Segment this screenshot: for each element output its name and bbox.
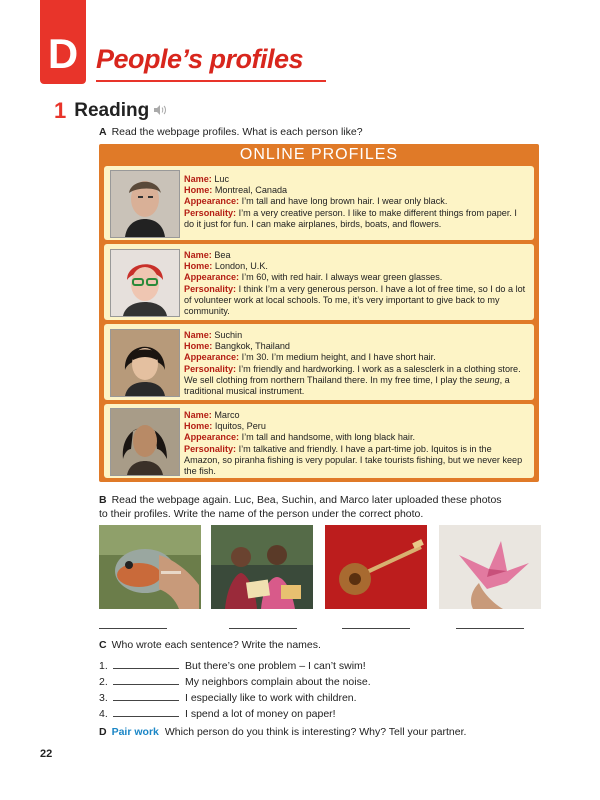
profile-personality: I think I’m a very generous person. I have a lot of free time, so I do a lot of volunteer work at local schools. To me, it’s very important to give back to my community. xyxy=(184,283,526,317)
photo-paper-crane xyxy=(439,525,541,609)
label-appearance: Appearance: xyxy=(184,352,240,363)
title-underline xyxy=(96,80,326,82)
sentence-list xyxy=(99,658,371,722)
page-number: 22 xyxy=(40,748,53,760)
answer-line[interactable] xyxy=(113,659,179,669)
label-name: Name: xyxy=(184,330,212,340)
label-personality: Personality: xyxy=(184,207,237,218)
part-b-text-2: to their profiles. Write the name of the person under the correct photo. xyxy=(99,508,424,520)
profile-appearance: I’m tall and handsome, with long black hair. xyxy=(241,432,416,443)
profile-name: Marco xyxy=(214,410,240,420)
label-personality: Personality: xyxy=(184,443,237,454)
item-number: 2. xyxy=(99,676,108,688)
label-appearance: Appearance: xyxy=(184,432,240,443)
profile-photo-bea xyxy=(110,249,180,317)
label-name: Name: xyxy=(184,410,212,420)
item-number: 3. xyxy=(99,692,108,704)
profile-name: Bea xyxy=(214,250,231,260)
answer-line[interactable] xyxy=(113,691,179,701)
item-text: But there’s one problem – I can’t swim! xyxy=(185,660,366,672)
label-appearance: Appearance: xyxy=(184,196,240,207)
label-home: Home: xyxy=(184,341,213,352)
profile-card-bea xyxy=(104,244,534,320)
answer-blank-1[interactable] xyxy=(99,628,167,629)
part-a-text: Read the webpage profiles. What is each person like? xyxy=(111,126,363,138)
part-b-letter: B xyxy=(99,494,107,506)
part-c-instruction xyxy=(99,639,321,651)
profile-appearance: I’m 30. I’m medium height, and I have short hair. xyxy=(241,352,436,363)
part-d-instruction xyxy=(99,726,466,738)
label-name: Name: xyxy=(184,250,212,260)
section-number: 1 xyxy=(54,98,67,123)
profile-home: Montreal, Canada xyxy=(214,185,288,196)
label-home: Home: xyxy=(184,261,213,272)
answer-blank-2[interactable] xyxy=(229,628,297,629)
part-a-letter: A xyxy=(99,126,107,138)
label-home: Home: xyxy=(184,421,213,432)
profile-text-luc xyxy=(184,174,528,230)
photo-piranha xyxy=(99,525,201,609)
profile-text-marco xyxy=(184,410,528,477)
photo-seung-instrument xyxy=(325,525,427,609)
part-b-instruction xyxy=(99,493,502,521)
list-item xyxy=(99,658,371,674)
list-item xyxy=(99,690,371,706)
profile-personality: I’m a very creative person. I like to make different things from paper. I do it just for fun. I can make airplanes, birds, boats, and flowers. xyxy=(184,207,517,229)
reading-heading xyxy=(54,98,167,124)
profile-personality-italic: seung xyxy=(474,374,500,385)
answer-blank-4[interactable] xyxy=(456,628,524,629)
list-item xyxy=(99,706,371,722)
label-name: Name: xyxy=(184,174,212,184)
profile-home: London, U.K. xyxy=(214,261,268,272)
label-home: Home: xyxy=(184,185,213,196)
profile-photo-marco xyxy=(110,408,180,476)
part-b-text-1: Read the webpage again. Luc, Bea, Suchin, and Marco later uploaded these photos xyxy=(111,494,502,506)
part-d-text: Which person do you think is interesting? Why? Tell your partner. xyxy=(164,726,467,738)
section-title: Reading xyxy=(74,100,150,121)
item-number: 4. xyxy=(99,708,108,720)
profile-text-suchin xyxy=(184,330,528,397)
part-c-text: Who wrote each sentence? Write the names. xyxy=(111,639,321,651)
audio-icon[interactable] xyxy=(153,104,167,119)
item-text: My neighbors complain about the noise. xyxy=(185,676,371,688)
label-personality: Personality: xyxy=(184,283,237,294)
online-profiles-panel xyxy=(99,144,539,482)
label-personality: Personality: xyxy=(184,363,237,374)
profile-text-bea xyxy=(184,250,528,317)
section-letter-box xyxy=(40,0,86,84)
profile-home: Iquitos, Peru xyxy=(214,421,266,432)
pair-work-label: Pair work xyxy=(111,726,159,738)
answer-line[interactable] xyxy=(113,707,179,717)
item-text: I especially like to work with children. xyxy=(185,692,357,704)
item-text: I spend a lot of money on paper! xyxy=(185,708,336,720)
profile-card-marco xyxy=(104,404,534,478)
profile-photo-luc xyxy=(110,170,180,238)
profile-home: Bangkok, Thailand xyxy=(214,341,290,352)
list-item xyxy=(99,674,371,690)
answer-blank-3[interactable] xyxy=(342,628,410,629)
item-number: 1. xyxy=(99,660,108,672)
profiles-heading: ONLINE PROFILES xyxy=(239,146,399,163)
part-c-letter: C xyxy=(99,639,107,651)
label-appearance: Appearance: xyxy=(184,272,240,283)
section-letter: D xyxy=(47,30,79,77)
profile-photo-suchin xyxy=(110,329,180,397)
profile-appearance: I’m 60, with red hair. I always wear green glasses. xyxy=(241,272,443,283)
part-d-letter: D xyxy=(99,726,107,738)
profile-personality: I’m friendly and hardworking. I work as a salesclerk in a clothing store. We sell clothing from northern Thailand there. In my free time, I play the xyxy=(184,363,521,385)
photo-volunteer-reading xyxy=(211,525,313,609)
profile-card-luc xyxy=(104,166,534,240)
profile-card-suchin xyxy=(104,324,534,400)
profile-name: Luc xyxy=(214,174,229,184)
profile-name: Suchin xyxy=(214,330,243,340)
answer-line[interactable] xyxy=(113,675,179,685)
profile-personality: I’m talkative and friendly. I have a part-time job. Iquitos is in the Amazon, so piranha fishing is very popular. I take tourists fishing, but we never keep the fish. xyxy=(184,443,523,477)
part-a-instruction xyxy=(99,126,363,138)
profile-personality-end: , a traditional musical instrument. xyxy=(184,374,510,397)
page-title: People’s profiles xyxy=(96,44,304,74)
profile-appearance: I’m tall and have long brown hair. I wear only black. xyxy=(241,196,448,207)
